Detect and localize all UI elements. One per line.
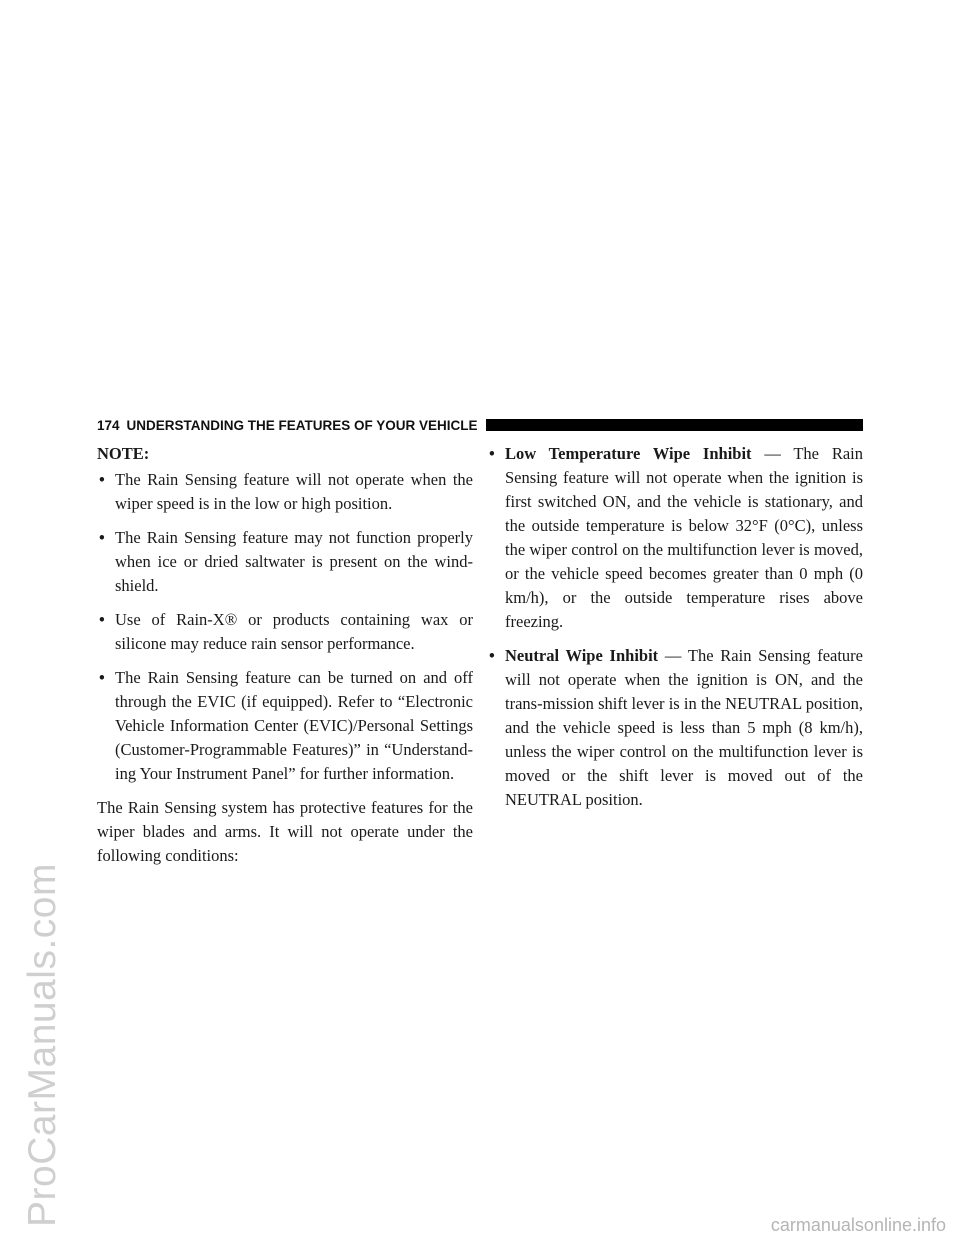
- section-title: UNDERSTANDING THE FEATURES OF YOUR VEHICLE: [126, 417, 478, 433]
- side-watermark: [18, 0, 68, 1242]
- side-watermark-text: ProCarManuals.com: [21, 863, 64, 1227]
- bullet-dot: •: [489, 646, 495, 665]
- footer-watermark: carmanualsonline.info: [770, 1215, 946, 1235]
- bullet-dot: •: [99, 470, 105, 489]
- header-rule: [486, 419, 863, 431]
- bullet-text: The Rain Sensing feature can be turned on and off through the EVIC (if equipped). Refer to “Electronic Vehicle Information Center (EVIC)/Personal Settings (Customer-Programmable Features)” in “Understand-ing Your Instrument Panel” for further information.: [115, 668, 473, 783]
- bullet-dot: •: [99, 610, 105, 629]
- neutral-wipe-description: — The Rain Sensing feature will not operate when the ignition is ON, and the trans-mission shift lever is in the NEUTRAL position, and the vehicle speed is less than 5 mph (8 km/h), unless the wiper control on the multifunction lever is moved or the shift lever is moved out of the NEUTRAL position.: [505, 646, 863, 809]
- note-bullet-ice-saltwater: [97, 526, 473, 598]
- bullet-dot: •: [99, 668, 105, 687]
- left-column: [97, 442, 473, 868]
- bullet-text: The Rain Sensing feature will not operate when the wiper speed is in the low or high position.: [115, 470, 473, 513]
- page-number: 174: [97, 417, 120, 433]
- note-bullet-rain-x: [97, 608, 473, 656]
- low-temperature-wipe-inhibit-item: [487, 442, 863, 634]
- term-neutral-wipe-inhibit: Neutral Wipe Inhibit: [505, 646, 659, 665]
- protective-features-paragraph: The Rain Sensing system has protective features for the wiper blades and arms. It will not operate under the following conditions:: [97, 798, 473, 865]
- bullet-dot: •: [489, 444, 495, 463]
- low-temperature-description: — The Rain Sensing feature will not operate when the ignition is first switched ON, and the vehicle is stationary, and the outside temperature is below 32°F (0°C), unless the wiper control on the multifunction lever is moved, or the vehicle speed becomes greater than 0 mph (0 km/h), or the outside temperature rises above freezing.: [505, 444, 863, 631]
- bullet-dot: •: [99, 528, 105, 547]
- bullet-text: The Rain Sensing feature may not function properly when ice or dried saltwater is present on the wind-shield.: [115, 528, 473, 595]
- neutral-wipe-inhibit-item: [487, 644, 863, 812]
- page-header: [97, 416, 863, 434]
- note-heading: NOTE:: [97, 444, 150, 463]
- note-bullet-evic: [97, 666, 473, 786]
- note-bullet-wiper-speed: [97, 468, 473, 516]
- term-low-temperature-wipe-inhibit: Low Temperature Wipe Inhibit: [505, 444, 752, 463]
- right-column: [487, 442, 863, 822]
- bullet-text: Use of Rain-X® or products containing wax or silicone may reduce rain sensor performance.: [115, 610, 473, 653]
